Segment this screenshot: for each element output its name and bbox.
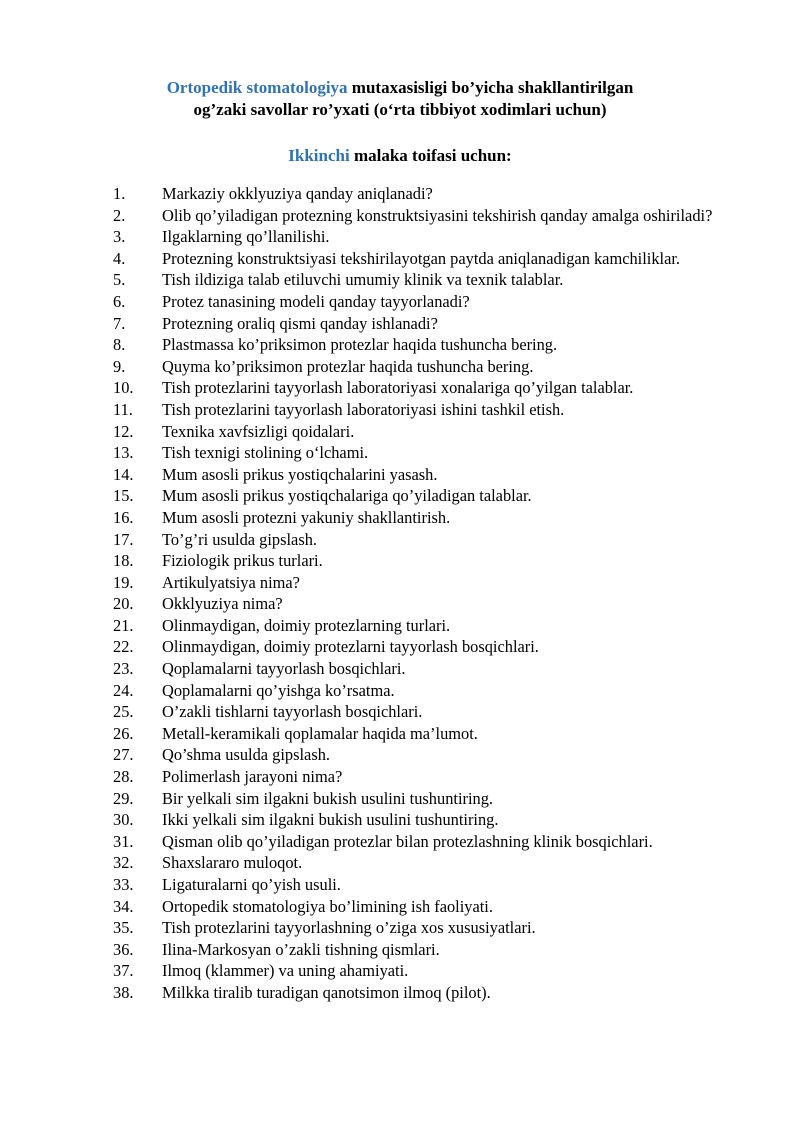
title-accent: Ortopedik stomatologiya	[166, 78, 348, 97]
question-text: Qisman olib qo’yiladigan protezlar bilan protezlashning klinik bosqichlari.	[162, 831, 653, 851]
question-item	[113, 421, 743, 443]
question-item	[113, 939, 743, 961]
question-number: 9.	[113, 356, 126, 376]
question-item	[113, 680, 743, 702]
question-item	[113, 291, 743, 313]
question-item	[113, 723, 743, 745]
question-number: 14.	[113, 464, 134, 484]
question-item	[113, 766, 743, 788]
question-text: Ikki yelkali sim ilgakni bukish usulini tushuntiring.	[162, 810, 499, 830]
question-item	[113, 399, 743, 421]
question-text: Okklyuziya nima?	[162, 594, 283, 614]
question-text: Tish protezlarini tayyorlash laboratoriyasi xonalariga qo’yilgan talablar.	[162, 378, 634, 398]
question-item	[113, 809, 743, 831]
question-text: Qoplamalarni qo’yishga ko’rsatma.	[162, 680, 395, 700]
question-number: 34.	[113, 896, 134, 916]
question-number: 4.	[113, 248, 126, 268]
question-number: 33.	[113, 875, 134, 894]
question-item	[113, 377, 743, 399]
question-number: 28.	[113, 767, 134, 787]
question-text: Metall-keramikali qoplamalar haqida ma’lumot.	[162, 723, 478, 743]
question-item	[113, 701, 743, 723]
question-number: 12.	[113, 421, 134, 441]
question-text: O’zakli tishlarni tayyorlash bosqichlari.	[162, 702, 423, 722]
question-text: Ortopedik stomatologiya bo’limining ish faoliyati.	[162, 896, 493, 916]
question-text: Shaxslararo muloqot.	[162, 853, 303, 873]
question-text: Protezning konstruktsiyasi tekshirilayotgan paytda aniqlanadigan kamchiliklar.	[162, 248, 681, 268]
question-text: Ilmoq (klammer) va uning ahamiyati.	[162, 961, 409, 981]
question-text: Milkka tiralib turadigan qanotsimon ilmoq (pilot).	[162, 982, 491, 1002]
subtitle-rest: malaka toifasi uchun:	[353, 146, 512, 165]
question-text: Fiziologik prikus turlari.	[162, 551, 323, 571]
question-text: Tish protezlarini tayyorlashning o’ziga xos xususiyatlari.	[162, 918, 536, 938]
question-item	[113, 248, 743, 270]
document-title	[0, 77, 800, 121]
question-item	[113, 529, 743, 551]
question-item	[113, 485, 743, 507]
question-item	[113, 658, 743, 680]
question-number: 30.	[113, 810, 134, 830]
question-text: Plastmassa ko’priksimon protezlar haqida tushuncha bering.	[162, 335, 558, 355]
question-text: Protezning oraliq qismi qanday ishlanadi?	[162, 313, 438, 333]
question-item	[113, 831, 743, 853]
question-number: 17.	[113, 529, 134, 549]
question-item	[113, 788, 743, 810]
question-text: Artikulyatsiya nima?	[162, 572, 300, 592]
subtitle-accent: Ikkinchi	[288, 146, 350, 165]
question-item	[113, 960, 743, 982]
question-item	[113, 334, 743, 356]
title-rest: mutaxasisligi bo’yicha shakllantirilgan	[351, 78, 634, 97]
question-number: 19.	[113, 572, 134, 592]
question-item	[113, 464, 743, 486]
question-item	[113, 636, 743, 658]
question-number: 7.	[113, 313, 126, 333]
question-item	[113, 507, 743, 529]
question-number: 6.	[113, 291, 126, 311]
question-number: 15.	[113, 486, 134, 506]
question-text: Mum asosli protezni yakuniy shakllantirish.	[162, 507, 451, 527]
question-number: 25.	[113, 702, 134, 722]
question-number: 24.	[113, 680, 134, 700]
question-number: 10.	[113, 378, 134, 398]
question-number: 26.	[113, 723, 134, 743]
question-text: Qoplamalarni tayyorlash bosqichlari.	[162, 659, 406, 679]
question-item	[113, 313, 743, 335]
question-item	[113, 550, 743, 572]
question-item	[113, 593, 743, 615]
question-text: Tish protezlarini tayyorlash laboratoriyasi ishini tashkil etish.	[162, 399, 565, 419]
question-number: 38.	[113, 982, 134, 1002]
title-line2: og’zaki savollar ro’yxati (o‘rta tibbiyot xodimlari uchun)	[193, 100, 607, 119]
question-number: 2.	[113, 205, 126, 225]
question-item	[113, 183, 743, 205]
question-text: Tish ildiziga talab etiluvchi umumiy klinik va texnik talablar.	[162, 270, 564, 290]
question-text: Olib qo’yiladigan protezning konstruktsiyasini tekshirish qanday amalga oshiriladi?	[162, 205, 713, 225]
question-number: 1.	[113, 184, 126, 203]
question-number: 5.	[113, 270, 126, 290]
question-item	[113, 356, 743, 378]
question-text: Ilina-Markosyan o’zakli tishning qismlari.	[162, 939, 440, 959]
question-item	[113, 852, 743, 874]
question-number: 3.	[113, 227, 126, 247]
question-item	[113, 442, 743, 464]
document-subtitle	[0, 145, 800, 167]
question-text: Ilgaklarning qo’llanilishi.	[162, 227, 330, 247]
question-number: 21.	[113, 615, 134, 635]
question-text: Quyma ko’priksimon protezlar haqida tushuncha bering.	[162, 356, 534, 376]
question-text: Tish texnigi stolining o‘lchami.	[162, 443, 369, 463]
question-item	[113, 874, 743, 896]
question-number: 13.	[113, 443, 134, 463]
question-text: Mum asosli prikus yostiqchalariga qo’yiladigan talablar.	[162, 486, 532, 506]
question-text: Ligaturalarni qo’yish usuli.	[162, 875, 341, 894]
question-text: Mum asosli prikus yostiqchalarini yasash.	[162, 464, 438, 484]
question-item	[113, 226, 743, 248]
question-text: Bir yelkali sim ilgakni bukish usulini tushuntiring.	[162, 788, 493, 808]
question-number: 29.	[113, 788, 134, 808]
question-item	[113, 744, 743, 766]
question-number: 31.	[113, 831, 134, 851]
question-item	[113, 615, 743, 637]
question-item	[113, 269, 743, 291]
question-number: 8.	[113, 335, 126, 355]
question-number: 27.	[113, 745, 134, 765]
question-number: 16.	[113, 507, 134, 527]
question-text: Markaziy okklyuziya qanday aniqlanadi?	[162, 184, 433, 203]
question-item	[113, 982, 743, 1004]
question-number: 35.	[113, 918, 134, 938]
question-number: 11.	[113, 399, 133, 419]
question-item	[113, 205, 743, 227]
question-number: 37.	[113, 961, 134, 981]
question-item	[113, 917, 743, 939]
question-item	[113, 896, 743, 918]
question-text: To’g’ri usulda gipslash.	[162, 529, 317, 549]
question-text: Texnika xavfsizligi qoidalari.	[162, 421, 355, 441]
question-item	[113, 572, 743, 594]
questions-list	[113, 183, 743, 1004]
question-text: Olinmaydigan, doimiy protezlarni tayyorlash bosqichlari.	[162, 637, 539, 657]
question-number: 23.	[113, 659, 134, 679]
question-text: Protez tanasining modeli qanday tayyorlanadi?	[162, 291, 470, 311]
question-text: Qo’shma usulda gipslash.	[162, 745, 330, 765]
question-number: 18.	[113, 551, 134, 571]
question-number: 20.	[113, 594, 134, 614]
question-number: 32.	[113, 853, 134, 873]
question-number: 22.	[113, 637, 134, 657]
question-number: 36.	[113, 939, 134, 959]
question-text: Olinmaydigan, doimiy protezlarning turlari.	[162, 615, 451, 635]
question-text: Polimerlash jarayoni nima?	[162, 767, 343, 787]
